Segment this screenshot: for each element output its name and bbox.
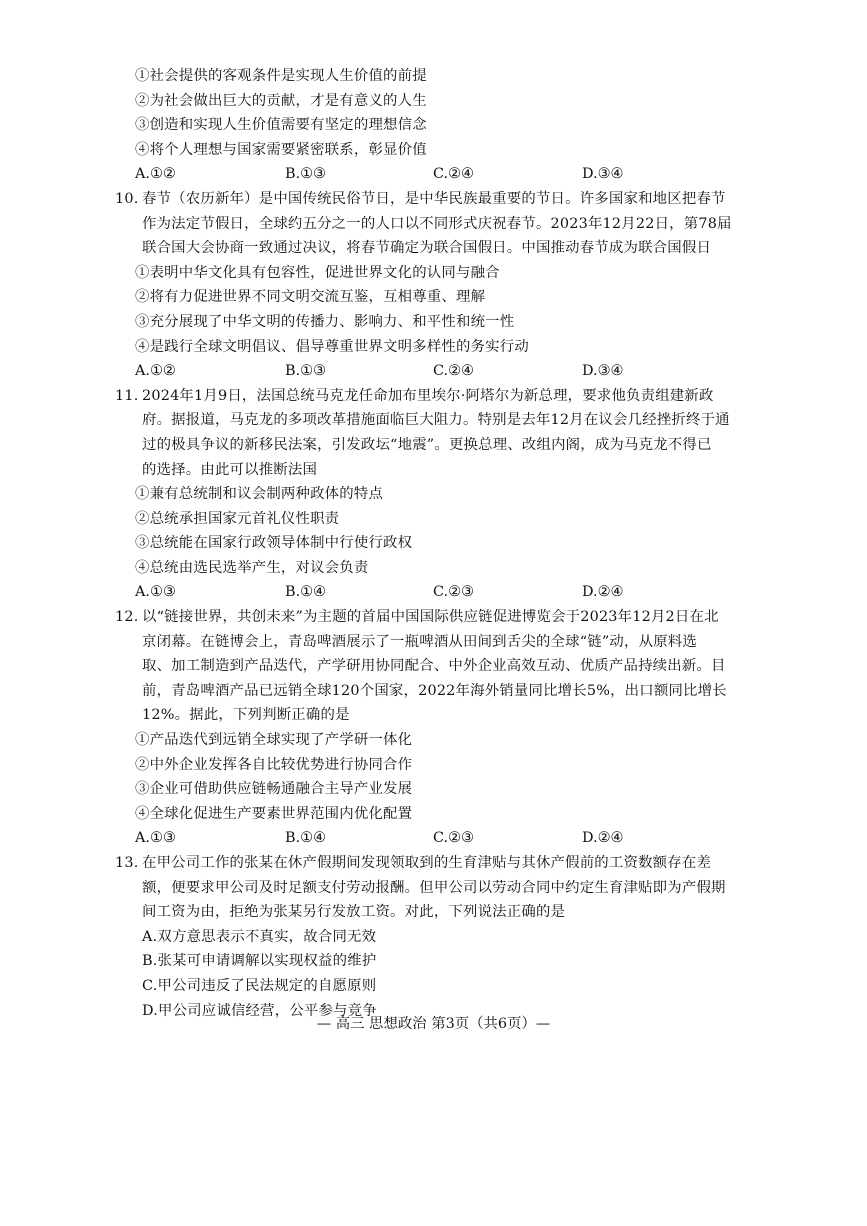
- stem-text: 春节（农历新年）是中国传统民俗节日，是中华民族最重要的节日。许多国家和地区把春节: [142, 190, 726, 207]
- choice-d: D.②④: [582, 584, 624, 601]
- question-12: [115, 605, 815, 851]
- exam-content: [115, 64, 815, 1023]
- statement: ③创造和实现人生价值需要有坚定的理想信念: [135, 117, 427, 134]
- choice-a: A.①②: [135, 166, 176, 183]
- statement: ④将个人理想与国家需要紧密联系，彰显价值: [135, 141, 427, 158]
- question-stem-line: [115, 851, 815, 876]
- question-stem-line: 的选择。由此可以推断法国: [142, 461, 318, 478]
- question-stem-line: [115, 187, 815, 212]
- choice-row: [115, 359, 815, 384]
- statement: ④是践行全球文明倡议、倡导尊重世界文明多样性的务实行动: [135, 338, 529, 355]
- choice-c: C.②④: [433, 363, 474, 380]
- statement: ③充分展现了中华文明的传播力、影响力、和平性和统一性: [135, 313, 515, 330]
- choice-d: D.③④: [582, 363, 624, 380]
- statement: ②总统承担国家元首礼仪性职责: [135, 510, 340, 527]
- statement: ①产品迭代到远销全球实现了产学研一体化: [135, 732, 413, 749]
- question-number: 13.: [115, 855, 139, 871]
- statement: ④全球化促进生产要素世界范围内优化配置: [135, 805, 413, 822]
- choice-c: C.②③: [433, 584, 474, 601]
- choice-row: [115, 580, 815, 605]
- question-number: 10.: [115, 190, 139, 207]
- question-13: [115, 851, 815, 1023]
- statement: ②为社会做出巨大的贡献，才是有意义的人生: [135, 92, 427, 109]
- choice-d: D.②④: [582, 830, 624, 847]
- question-stem-line: [115, 384, 815, 409]
- answer-option-d: D.甲公司应诚信经营，公平参与竞争: [142, 1002, 377, 1019]
- statement: ②将有力促进世界不同文明交流互鉴，互相尊重、理解: [135, 289, 486, 306]
- question-stem-line: 前，青岛啤酒产品已远销全球120个国家，2022年海外销量同比增长5%，出口额同比增长: [142, 682, 727, 699]
- question-11: [115, 384, 815, 605]
- statement: ①表明中华文化具有包容性，促进世界文化的认同与融合: [135, 264, 500, 281]
- choice-a: A.①②: [135, 363, 176, 380]
- question-stem-line: 过的极具争议的新移民法案，引发政坛“地震”。更换总理、改组内阁，成为马克龙不得已: [142, 436, 712, 453]
- statement: ②中外企业发挥各自比较优势进行协同合作: [135, 756, 413, 773]
- choice-c: C.②④: [433, 166, 474, 183]
- statement: ①兼有总统制和议会制两种政体的特点: [135, 486, 384, 503]
- answer-option-b: B.张某可申请调解以实现权益的维护: [142, 953, 377, 970]
- choice-b: B.①④: [285, 830, 326, 847]
- stem-text: 在甲公司工作的张某在休产假期间发现领取到的生育津贴与其休产假前的工资数额存在差: [142, 855, 712, 871]
- choice-c: C.②③: [433, 830, 474, 847]
- question-9: [115, 64, 815, 187]
- question-stem-line: 12%。据此，下列判断正确的是: [142, 707, 350, 724]
- question-stem-line: 取、加工制造到产品迭代，产学研用协同配合、中外企业高效互动、优质产品持续出新。目: [142, 658, 726, 675]
- choice-b: B.①③: [285, 166, 326, 183]
- answer-option-c: C.甲公司违反了民法规定的自愿原则: [142, 977, 377, 994]
- question-10: [115, 187, 815, 384]
- choice-a: A.①③: [135, 830, 176, 847]
- question-number: 11.: [115, 387, 139, 404]
- answer-option-a: A.双方意思表示不真实，故合同无效: [142, 928, 377, 945]
- choice-b: B.①③: [285, 363, 326, 380]
- stem-text: 2024年1月9日，法国总统马克龙任命加布里埃尔·阿塔尔为新总理，要求他负责组建新政: [142, 387, 714, 404]
- choice-d: D.③④: [582, 166, 624, 183]
- question-stem-line: [115, 605, 815, 630]
- question-stem-line: 间工资为由，拒绝为张某另行发放工资。对此，下列说法正确的是: [142, 904, 566, 921]
- question-stem-line: 府。据报道，马克龙的多项改革措施面临巨大阻力。特别是去年12月在议会几经挫折终于通: [142, 412, 730, 429]
- statement: ③总统能在国家行政领导体制中行使行政权: [135, 535, 413, 552]
- choice-b: B.①④: [285, 584, 326, 601]
- stem-text: 以“链接世界，共创未来”为主题的首届中国国际供应链促进博览会于2023年12月2日在北: [142, 609, 719, 626]
- question-stem-line: 京闭幕。在链博会上，青岛啤酒展示了一瓶啤酒从田间到舌尖的全球“链”动，从原料选: [142, 633, 697, 650]
- question-number: 12.: [115, 609, 139, 626]
- statement: ④总统由选民选举产生，对议会负责: [135, 559, 369, 576]
- choice-row: [115, 826, 815, 851]
- question-stem-line: 额，便要求甲公司及时足额支付劳动报酬。但甲公司以劳动合同中约定生育津贴即为产假期: [142, 879, 726, 896]
- statement: ①社会提供的客观条件是实现人生价值的前提: [135, 68, 427, 84]
- page-footer: — 高三 思想政治 第3页（共6页）—: [316, 1016, 551, 1032]
- choice-a: A.①③: [135, 584, 176, 601]
- choice-row: [115, 162, 815, 187]
- question-stem-line: 作为法定节假日，全球约五分之一的人口以不同形式庆祝春节。2023年12月22日，第78届: [142, 215, 732, 232]
- question-stem-line: 联合国大会协商一致通过决议，将春节确定为联合国假日。中国推动春节成为联合国假日: [142, 240, 712, 257]
- statement: ③企业可借助供应链畅通融合主导产业发展: [135, 781, 413, 798]
